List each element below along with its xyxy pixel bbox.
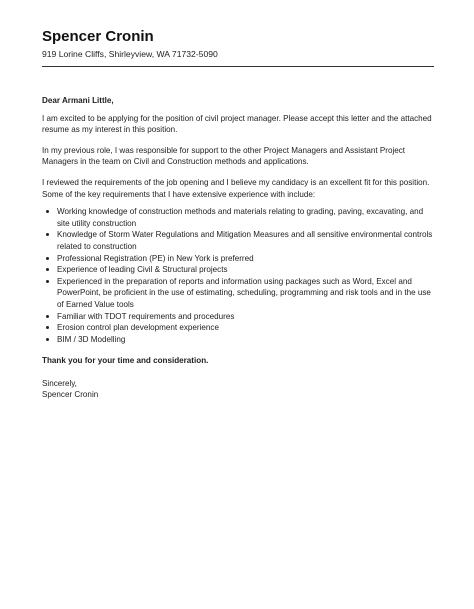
paragraph-previous-role: In my previous role, I was responsible for support to the other Project Managers and Assistant Project Managers in the team on Civil and Construction methods and applications.	[42, 145, 406, 167]
list-item-text: Working knowledge of construction methods and materials relating to grading, paving, excavating, and site utility construction	[57, 207, 424, 228]
list-item-text: Erosion control plan development experience	[57, 323, 219, 333]
bullet-icon	[46, 257, 49, 260]
list-item-text: Experienced in the preparation of reports and information using packages such as Word, Excel and PowerPoint, be proficient in the use of estimating, scheduling, programming and risk tools and in the use of Earned Value tools	[57, 276, 431, 309]
thank-you-line: Thank you for your time and consideration.	[42, 356, 209, 366]
list-item	[42, 206, 434, 229]
experience-list	[42, 206, 434, 345]
sender-name: Spencer Cronin	[42, 28, 154, 45]
paragraph-requirements: I reviewed the requirements of the job opening and I believe my candidacy is an excellent fit for this position. Some of the key requirements that I have extensive experience with include:	[42, 177, 430, 199]
list-item-text: Familiar with TDOT requirements and procedures	[57, 311, 235, 321]
bullet-icon	[46, 233, 49, 236]
bullet-icon	[46, 326, 49, 329]
bullet-icon	[46, 280, 49, 283]
list-item-text: Experience of leading Civil & Structural projects	[57, 265, 228, 275]
signature-name: Spencer Cronin	[42, 390, 99, 400]
sender-address: 919 Lorine Cliffs, Shirleyview, WA 71732-5090	[42, 49, 218, 59]
list-item-text: Knowledge of Storm Water Regulations and Mitigation Measures and all sensitive environmental controls related to construction	[57, 230, 433, 251]
letter-header	[42, 28, 434, 60]
paragraph-intro: I am excited to be applying for the position of civil project manager. Please accept this letter and the attached resume as my interest in this position.	[42, 113, 432, 135]
closing-phrase: Sincerely,	[42, 378, 77, 388]
list-item	[42, 276, 434, 311]
list-item	[42, 322, 434, 334]
bullet-icon	[46, 315, 49, 318]
salutation: Dear Armani Little,	[42, 96, 114, 105]
list-item-text: BIM / 3D Modelling	[57, 334, 126, 344]
bullet-icon	[46, 268, 49, 271]
letter-body	[42, 95, 434, 401]
list-item	[42, 334, 434, 346]
list-item-text: Professional Registration (PE) in New York is preferred	[57, 253, 254, 263]
bullet-icon	[46, 338, 49, 341]
bullet-icon	[46, 210, 49, 213]
list-item	[42, 253, 434, 265]
list-item	[42, 229, 434, 252]
header-divider	[42, 66, 434, 67]
list-item	[42, 264, 434, 276]
list-item	[42, 311, 434, 323]
